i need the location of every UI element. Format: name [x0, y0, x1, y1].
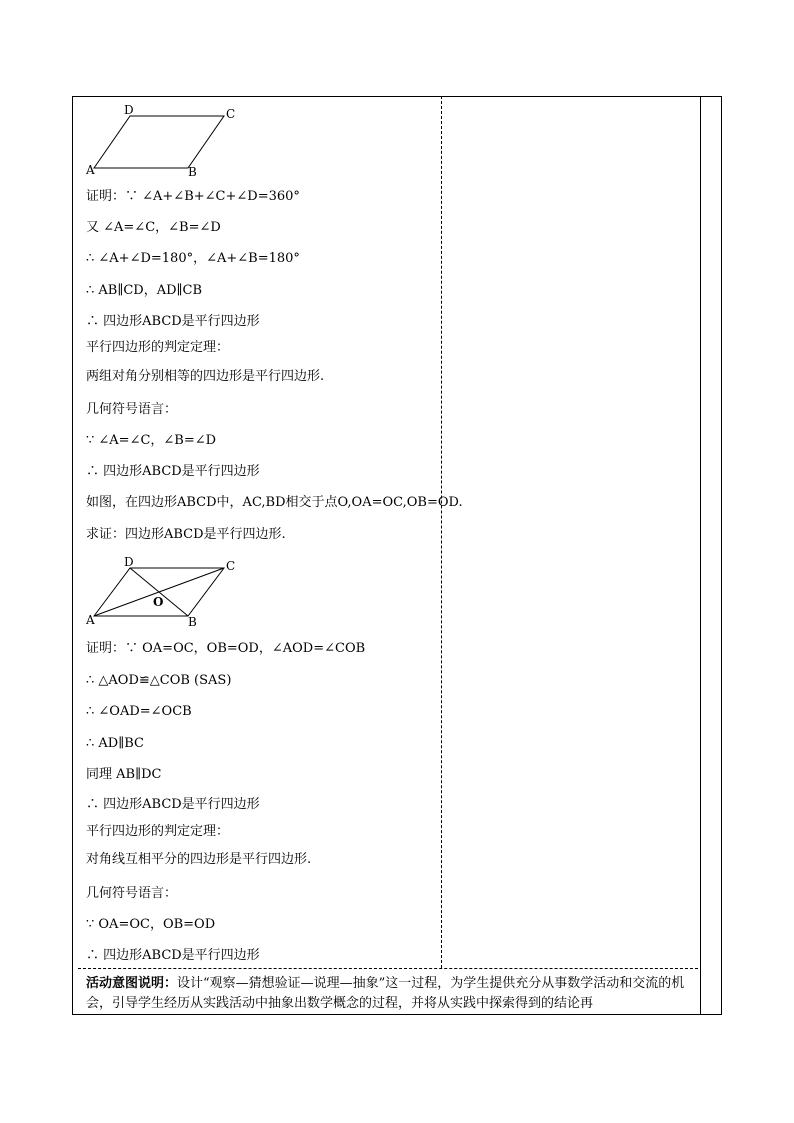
symbol-line: ∴ 四边形ABCD是平行四边形 [86, 948, 260, 963]
cell-divider [441, 96, 442, 968]
parallelogram-diagonals-figure [84, 554, 244, 634]
fig2-label-c: C [226, 559, 236, 573]
proof2-line: 证明：∵ OA=OC，OB=OD，∠AOD=∠COB [86, 641, 366, 656]
fig2-label-b: B [188, 615, 197, 629]
proof2-conclusion: ∴ 四边形ABCD是平行四边形 [86, 797, 260, 812]
proof1-conclusion: ∴ 四边形ABCD是平行四边形 [86, 314, 260, 329]
symbol-language-title: 几何符号语言： [86, 886, 178, 901]
proof2-line: ∴ AD∥BC [86, 736, 144, 751]
fig1-label-a: A [86, 163, 95, 177]
symbol-line: ∴ 四边形ABCD是平行四边形 [86, 464, 260, 479]
note-label: 活动意图说明： [86, 976, 178, 991]
table-column-line [700, 96, 701, 1014]
theorem-text: 两组对角分别相等的四边形是平行四边形. [86, 369, 325, 384]
proof2-line: 同理 AB∥DC [86, 767, 162, 782]
proof1-line: ∴ ∠A+∠D=180°，∠A+∠B=180° [86, 251, 300, 266]
row-divider [78, 968, 698, 969]
fig1-label-b: B [188, 165, 197, 179]
proof1-line: ∴ AB∥CD，AD∥CB [86, 283, 203, 298]
note-text: 设计“观察—猜想验证—说理—抽象”这一过程，为学生提供充分从事数学活动和交流的机会，引导学生经历从实践活动中抽象出数学概念的过程，并将从实践中探索得到的结论再 [86, 976, 685, 1011]
fig1-label-c: C [226, 107, 236, 121]
fig2-label-d: D [124, 555, 134, 569]
theorem-title: 平行四边形的判定定理： [86, 340, 230, 355]
symbol-line: ∵ OA=OC，OB=OD [86, 917, 216, 932]
table-right-border [721, 96, 722, 1014]
proof1-line: 证明：∵ ∠A+∠B+∠C+∠D=360° [86, 189, 300, 204]
table-bottom-border [72, 1014, 722, 1015]
proof1-line: 又 ∠A=∠C，∠B=∠D [86, 220, 221, 235]
activity-intent-note [86, 974, 696, 1014]
symbol-language-title: 几何符号语言： [86, 402, 178, 417]
symbol-line: ∵ ∠A=∠C，∠B=∠D [86, 433, 217, 448]
problem-ask: 求证：四边形ABCD是平行四边形. [86, 527, 286, 542]
fig2-label-o: O [153, 595, 164, 609]
fig1-label-d: D [124, 103, 134, 117]
theorem-title: 平行四边形的判定定理： [86, 824, 230, 839]
proof2-line: ∴ △AOD≌△COB (SAS) [86, 673, 232, 688]
theorem-text: 对角线互相平分的四边形是平行四边形. [86, 852, 312, 867]
parallelogram-figure [84, 100, 244, 180]
problem-statement: 如图，在四边形ABCD中，AC,BD相交于点O,OA=OC,OB=OD. [86, 495, 463, 510]
fig2-label-a: A [86, 613, 95, 627]
proof2-line: ∴ ∠OAD=∠OCB [86, 704, 192, 719]
